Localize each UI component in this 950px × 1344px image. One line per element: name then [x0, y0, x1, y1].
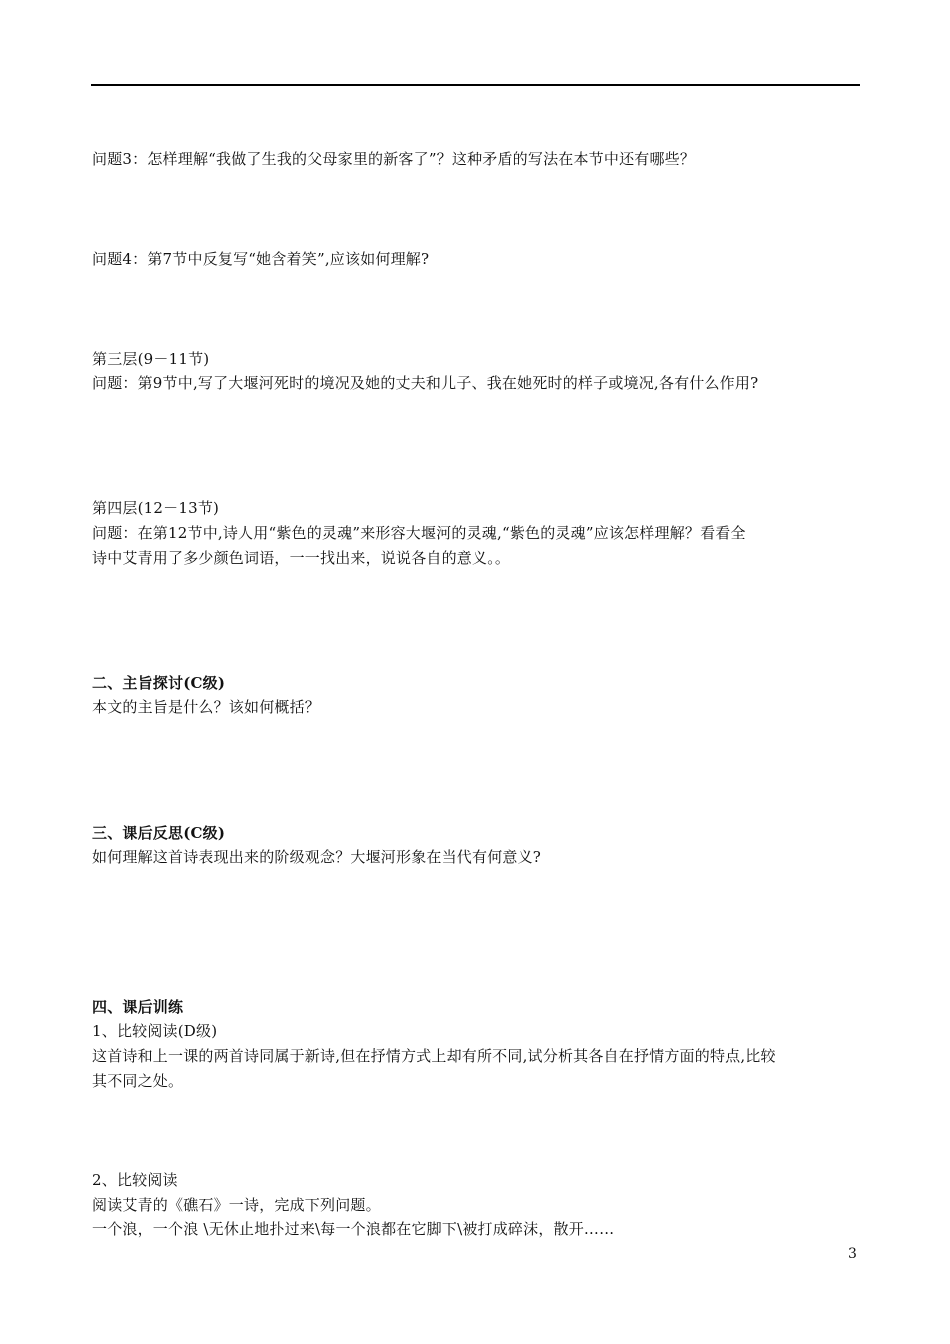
layer-4-question-line-1: 问题：在第12节中,诗人用“紫色的灵魂”来形容大堰河的灵魂,“紫色的灵魂”应该怎样理解？看看全: [92, 524, 746, 542]
layer-3-title: 第三层(9－11节): [92, 350, 210, 368]
layer-4-question-line-2: 诗中艾青用了多少颜色词语，一一找出来，说说各自的意义。。: [92, 549, 511, 567]
section-3-question: 如何理解这首诗表现出来的阶级观念？大堰河形象在当代有何意义?: [92, 848, 542, 866]
question-3: 问题3：怎样理解“我做了生我的父母家里的新客了”？这种矛盾的写法在本节中还有哪些？: [92, 150, 696, 168]
section-4-item-2-line-1: 阅读艾青的《礁石》一诗，完成下列问题。: [92, 1196, 381, 1214]
section-4-item-2-line-2: 一个浪，一个浪 \无休止地扑过来\每一个浪都在它脚下\被打成碎沫，散开……: [92, 1220, 615, 1238]
section-3-heading: 三、课后反思(C级): [92, 824, 226, 842]
page-number: 3: [848, 1246, 857, 1262]
layer-3-question: 问题：第9节中,写了大堰河死时的境况及她的丈夫和儿子、我在她死时的样子或境况,各有什么作用?: [92, 374, 759, 392]
layer-4-title: 第四层(12－13节): [92, 499, 220, 517]
section-2-question: 本文的主旨是什么？该如何概括？: [92, 698, 321, 716]
section-4-heading: 四、课后训练: [92, 998, 184, 1016]
section-4-item-1-title: 1、比较阅读(D级): [92, 1022, 218, 1040]
question-4: 问题4：第7节中反复写“她含着笑”,应该如何理解?: [92, 250, 430, 268]
header-rule: [91, 84, 860, 86]
section-4-item-1-line-1: 这首诗和上一课的两首诗同属于新诗,但在抒情方式上却有所不同,试分析其各自在抒情方面的特点,比较: [92, 1047, 776, 1065]
section-4-item-2-title: 2、比较阅读: [92, 1171, 178, 1189]
section-4-item-1-line-2: 其不同之处。: [92, 1072, 184, 1090]
section-2-heading: 二、主旨探讨(C级): [92, 674, 226, 692]
